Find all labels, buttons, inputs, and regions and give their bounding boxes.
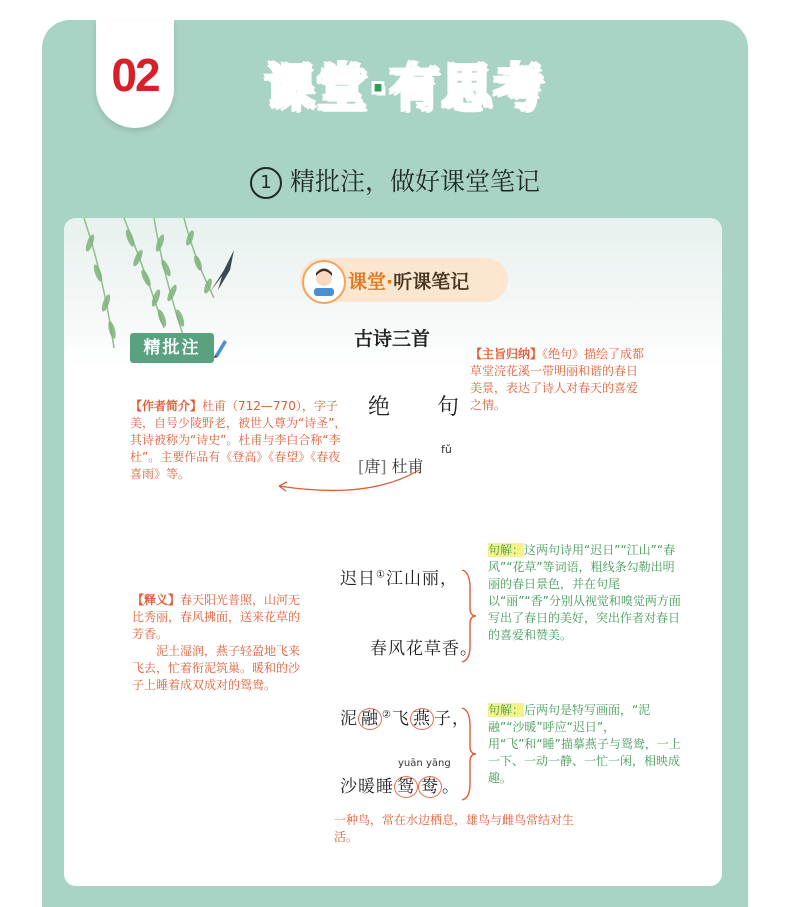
- theme-label: 【主旨归纳】: [470, 347, 543, 361]
- student-avatar-icon: [302, 260, 346, 304]
- line3-part-c: 子，: [433, 709, 470, 729]
- analysis-note-2: [488, 702, 684, 787]
- paren-open: [: [358, 457, 365, 476]
- line4-part-a: 沙暖睡: [340, 777, 394, 797]
- theme-text: 《绝句》描绘了成都草堂浣花溪一带明丽和谐的春日美景，表达了诗人对春天的喜爱之情。: [470, 347, 645, 412]
- annotation-tag: 精批注: [130, 333, 214, 363]
- arrow-icon: [269, 464, 429, 500]
- section-number: 02: [111, 49, 159, 101]
- analysis1-label: 句解：: [488, 543, 525, 557]
- author-note-text: 杜甫（712—770），字子美，自号少陵野老，被世人尊为“诗圣”，其诗被称为“诗史”。杜甫与李白合称“李杜”。主要作品有《登高》《春望》《春夜喜雨》等。: [130, 399, 347, 481]
- author-pinyin: fǔ: [441, 443, 452, 456]
- meaning-text-1: 春天阳光普照，山河无比秀丽，春风拂面，送来花草的芳香。: [132, 593, 301, 641]
- paren-close: ]: [380, 457, 387, 476]
- analysis1-text: 这两句诗用“迟日”“江山”“春风”“花草”等词语，粗线条勾勒出明丽的春日景色，并在句尾以“丽”“香”分别从视觉和嗅觉两方面写出了春日的美好，突出作者对春日的喜爱和赞美。: [488, 543, 681, 642]
- poem-set-title: 古诗三首: [354, 328, 431, 350]
- swallow-icon: [204, 248, 244, 298]
- footnote-2: ②: [382, 709, 392, 721]
- poem-title: 绝 句: [368, 395, 479, 420]
- analysis2-label: 句解：: [488, 703, 525, 717]
- notes-card: [64, 218, 722, 886]
- meaning-text-2: 泥土湿润，燕子轻盈地飞来飞去，忙着衔泥筑巢。暖和的沙子上睡着成双成对的鸳鸯。: [132, 644, 301, 692]
- meaning-label: 【释义】: [132, 593, 181, 607]
- pinyin-yuan: yuān: [398, 758, 423, 769]
- pill-dot: ·: [386, 271, 394, 293]
- pinyin-yang: yāng: [426, 758, 451, 769]
- subtitle-number: 1: [250, 167, 282, 199]
- lesson-notes-label: [348, 267, 469, 294]
- poem-line-2: 春风花草香。: [370, 639, 478, 659]
- author-dynasty: 唐: [364, 457, 381, 476]
- pill-label-class: 课堂: [348, 271, 387, 293]
- theme-note: [470, 346, 646, 414]
- line3-part-b: 飞: [391, 709, 410, 729]
- line1-part-b: 江山丽，: [385, 569, 458, 589]
- line4-end: 。: [442, 777, 460, 797]
- circled-char-yang: 鸯: [418, 776, 442, 798]
- analysis2-text: 后两句是特写画面，“泥融”“沙暖”呼应“迟日”，用“飞”和“睡”描摹燕子与鸳鸯，一上一下、一动一静、一忙一闲，相映成趣。: [488, 703, 681, 785]
- circled-char-yan: 燕: [410, 708, 434, 730]
- section-title: 课堂·有思考: [264, 59, 546, 117]
- poem-line-4: [340, 772, 460, 798]
- author-given: 杜: [391, 457, 408, 476]
- author-last-char: 甫: [407, 457, 424, 476]
- poem-line-3: [340, 704, 470, 730]
- footnote-1: ①: [376, 569, 386, 581]
- pencil-icon: [212, 336, 228, 358]
- bird-note: 一种鸟，常在水边栖息，雄鸟与雌鸟常结对生活。: [334, 813, 575, 844]
- line3-part-a: 泥: [340, 709, 358, 729]
- author-note-label: 【作者简介】: [130, 399, 203, 413]
- poem-line-1: [340, 564, 458, 589]
- section-subtitle: [0, 162, 790, 199]
- brace-icon: [458, 568, 478, 664]
- meaning-note: [132, 592, 304, 694]
- pill-label-notes: 听课笔记: [393, 271, 470, 293]
- circled-char-rong: 融: [358, 708, 382, 730]
- circled-char-yuan: 鸳: [394, 776, 418, 798]
- section-number-badge: [96, 20, 174, 128]
- line1-part-a: 迟日: [340, 569, 376, 589]
- subtitle-text: 精批注，做好课堂笔记: [289, 167, 540, 196]
- analysis-note-1: [488, 542, 684, 644]
- brace-icon: [458, 706, 478, 802]
